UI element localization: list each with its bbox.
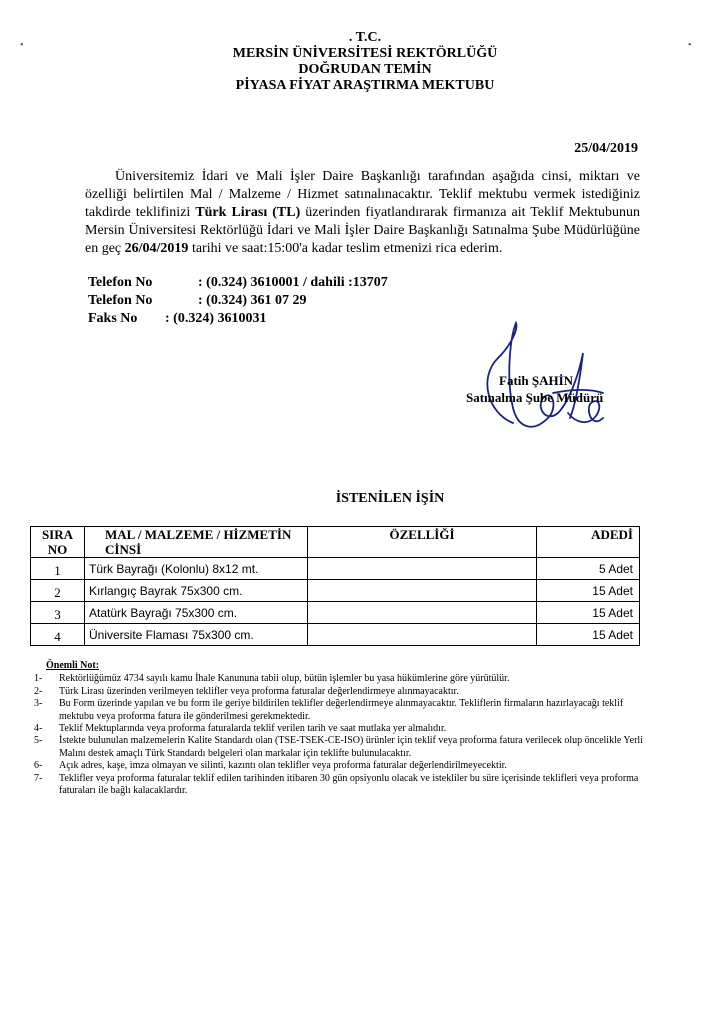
signatory-name: Fatih ŞAHİN [499,373,574,388]
contact-value: : (0.324) 3610001 / dahili :13707 [198,275,388,290]
note-text: Türk Lirası üzerinden verilmeyen teklifler veya proforma faturalar değerlendirmeye alınmayacaktır. [59,685,459,697]
deadline-emphasis: 26/04/2019 [124,241,189,256]
contact-row [88,310,388,328]
cell-item-name: Atatürk Bayrağı 75x300 cm. [85,602,308,624]
table-row [31,558,640,580]
column-header-item: MAL / MALZEME / HİZMETİN CİNSİ [85,527,308,558]
currency-emphasis: Türk Lirası (TL) [195,205,301,220]
contact-value: : (0.324) 3610031 [165,311,267,326]
note-item [34,735,654,760]
contact-label: Telefon No [88,293,153,308]
cell-quantity: 15 Adet [537,602,640,624]
contact-row [88,274,388,292]
note-text: Açık adres, kaşe, imza olmayan ve silinti, kazıntı olan teklifler veya proforma faturalar değerlendirilmeyecektir. [59,760,507,772]
cell-item-name: Türk Bayrağı (Kolonlu) 8x12 mt. [85,558,308,580]
note-text: Teklifler veya proforma faturalar teklif edilen tarihinden itibaren 30 gün opsiyonlu olacak ve istekliler bu süre içerisinde teklifleri veya proforma faturaları ile bağlı kalacaklardır. [59,772,639,797]
document-header [0,30,720,94]
note-item [34,673,654,685]
note-item [34,686,654,698]
cell-quantity: 15 Adet [537,580,640,602]
cell-quantity: 15 Adet [537,624,640,646]
header-procurement-type: DOĞRUDAN TEMİN [298,62,432,77]
section-title-text: İSTENİLEN İŞİN [335,491,445,506]
body-paragraph [85,168,640,258]
cell-quantity: 5 Adet [537,558,640,580]
document-date: 25/04/2019 [574,141,638,156]
column-header-no: SIRA NO [31,527,85,558]
contact-info [88,274,388,328]
cell-no: 1 [31,558,85,580]
signatory-title: Satınalma Şube Müdürü [466,390,604,405]
note-item [34,723,654,735]
column-header-quantity: ADEDİ [537,527,640,558]
section-title [0,491,720,507]
notes-list [34,673,654,797]
signature-block [466,372,603,406]
note-number: 2- [34,685,43,697]
contact-label: Telefon No [88,275,153,290]
important-notes [34,660,654,797]
table-row [31,602,640,624]
header-university: MERSİN ÜNİVERSİTESİ REKTÖRLÜĞÜ [232,46,498,61]
note-number: 4- [34,723,43,735]
note-number: 7- [34,772,43,784]
contact-value: : (0.324) 361 07 29 [198,293,307,308]
cell-feature [308,602,537,624]
column-header-feature: ÖZELLİĞİ [308,527,537,558]
contact-row [88,292,388,310]
cell-no: 3 [31,602,85,624]
note-number: 5- [34,735,43,747]
body-text [85,168,640,258]
header-line-tc: . T.C. [348,30,382,45]
cell-feature [308,558,537,580]
table-row [31,580,640,602]
table-header-row [31,527,640,558]
note-text: Teklif Mektuplarında veya proforma faturalarda teklif verilen tarih ve saat mutlaka yer almalıdır. [59,723,447,735]
body-text-part3: tarihi ve saat:15:00'a kadar teslim etmenizi rica ederim. [188,241,503,256]
cell-no: 2 [31,580,85,602]
scan-mark-left: • [20,40,24,51]
body-text-part2: üzerinden fiyatlandırarak firmanıza ait Teklif Mektubunun Mersin Üniversitesi Rektörlüğü İdari ve Mali İşler Daire Başkanlığı Satınalma Şube Müdürlüğüne en geç [85,205,641,256]
cell-item-name: Kırlangıç Bayrak 75x300 cm. [85,580,308,602]
note-number: 6- [34,760,43,772]
note-item [34,698,654,723]
header-letter-title: PİYASA FİYAT ARAŞTIRMA MEKTUBU [235,78,495,93]
cell-no: 4 [31,624,85,646]
table-row [31,624,640,646]
note-text: Rektörlüğümüz 4734 sayılı kamu İhale Kanununa tabii olup, bütün işlemler bu yasa hükümlerine göre yürütülür. [59,673,510,685]
cell-feature [308,624,537,646]
note-item [34,760,654,772]
notes-title-text: Önemli Not [46,660,96,671]
note-text: Bu Form üzerinde yapılan ve bu form ile geriye bildirilen teklifler değerlendirmeye alınmayacaktır. Tekliflerin firmaların hazırlayacağı teklif mektubu veya proforma fatura ile gönderilmesi gerekmektedir. [59,698,624,722]
notes-title: Önemli Not: [46,660,100,671]
contact-label: Faks No [88,311,138,326]
note-number: 1- [34,673,43,685]
body-text-part1: Üniversitemiz İdari ve Mali İşler Daire Başkanlığı tarafından aşağıda cinsi, miktarı ve özelliği belirtilen Mal / Malzeme / Hizmet satınalınacaktır. Teklif mektubu vermek istediğiniz takdirde teklifinizi [85,169,640,220]
note-item [34,773,654,798]
note-number: 3- [34,698,43,710]
items-table [30,526,640,646]
scan-mark-right: • [688,40,692,51]
cell-item-name: Üniversite Flaması 75x300 cm. [85,624,308,646]
note-text: İstekte bulunulan malzemelerin Kalite Standardı olan (TSE-TSEK-CE-ISO) ürünler için teklif veya proforma fatura verilecek olup öncelikle Yerli Malını destek amaçlı Türk Standardı belgeleri olan markalar için teklifte bulunulacaktır. [59,735,643,759]
cell-feature [308,580,537,602]
